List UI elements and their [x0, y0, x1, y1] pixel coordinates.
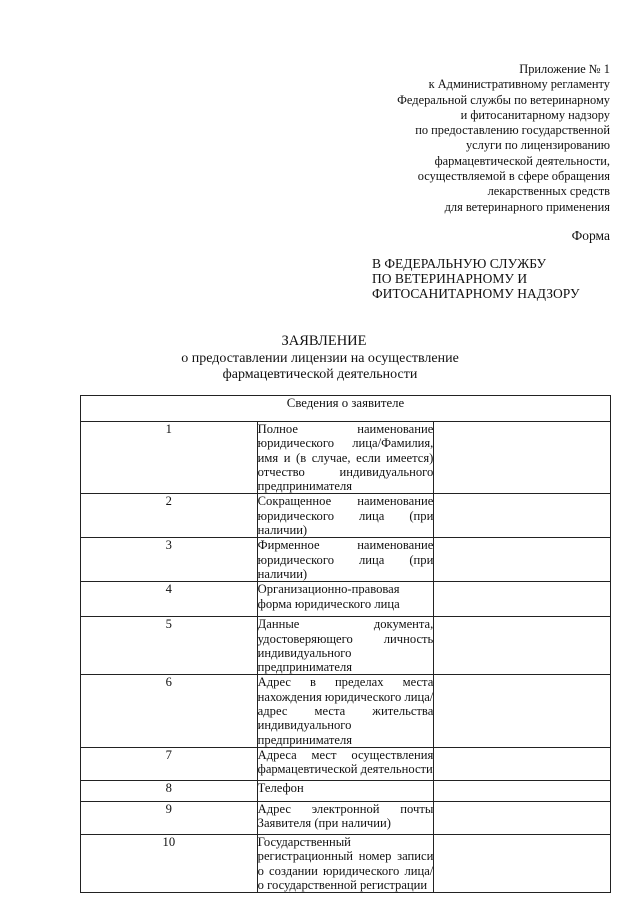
row-label: Фирменное наименование юридического лица (при наличии) — [257, 538, 434, 581]
document-title — [0, 333, 640, 384]
row-value-field[interactable] — [434, 494, 611, 538]
row-value-field[interactable] — [434, 780, 611, 801]
row-number: 3 — [81, 538, 258, 582]
addressee-line: ФИТОСАНИТАРНОМУ НАДЗОРУ — [372, 286, 580, 302]
table-row — [81, 834, 611, 892]
appendix-line: по предоставлению государственной — [415, 123, 610, 138]
table-row — [81, 538, 611, 582]
addressee-block — [372, 256, 622, 302]
appendix-line: и фитосанитарному надзору — [460, 107, 610, 122]
row-label: Адрес в пределах места нахождения юридического лица/адрес места жительства индивидуального предпринимателя — [257, 675, 434, 747]
row-number: 5 — [81, 617, 258, 675]
row-number: 2 — [81, 494, 258, 538]
table-row — [81, 780, 611, 801]
appendix-line: лекарственных средств — [487, 184, 610, 199]
row-number: 10 — [81, 834, 258, 892]
row-label: Данные документа, удостоверяющего личность индивидуального предпринимателя — [257, 617, 434, 675]
row-value-field[interactable] — [434, 538, 611, 582]
appendix-note — [350, 62, 610, 215]
row-label: Организационно-правовая форма юридического лица — [257, 582, 434, 617]
appendix-line: для ветеринарного применения — [444, 199, 610, 214]
row-label: Адреса мест осуществления фармацевтической деятельности — [257, 747, 434, 780]
row-number: 1 — [81, 422, 258, 494]
row-number: 8 — [81, 780, 258, 801]
row-value-field[interactable] — [434, 834, 611, 892]
row-value-field[interactable] — [434, 422, 611, 494]
table-row — [81, 494, 611, 538]
form-label: Форма — [571, 228, 610, 243]
row-label: Полное наименование юридического лица/Фамилия, имя и (в случае, если имеется) отчество индивидуального предпринимателя — [257, 422, 434, 494]
row-value-field[interactable] — [434, 675, 611, 747]
row-value-field[interactable] — [434, 617, 611, 675]
title-line-1: о предоставлении лицензии на осуществление — [181, 350, 459, 366]
row-label: Государственный регистрационный номер записи о создании юридического лица/о государственной регистрации — [257, 834, 434, 892]
title-line-2: фармацевтической деятельности — [222, 367, 418, 382]
row-value-field[interactable] — [434, 582, 611, 617]
table-row — [81, 675, 611, 747]
table-header: Сведения о заявителе — [81, 396, 611, 422]
addressee-line: ПО ВЕТЕРИНАРНОМУ И — [372, 271, 528, 287]
addressee-line: В ФЕДЕРАЛЬНУЮ СЛУЖБУ — [372, 256, 547, 271]
appendix-line: фармацевтической деятельности, — [434, 153, 610, 168]
row-number: 4 — [81, 582, 258, 617]
page-bottom-edge — [80, 893, 611, 905]
appendix-line: Федеральной службы по ветеринарному — [397, 92, 610, 107]
appendix-line: к Административному регламенту — [428, 77, 610, 92]
row-value-field[interactable] — [434, 747, 611, 780]
table-row — [81, 582, 611, 617]
row-number: 6 — [81, 675, 258, 747]
table-row — [81, 422, 611, 494]
row-label: Сокращенное наименование юридического лица (при наличии) — [257, 494, 434, 538]
appendix-line: услуги по лицензированию — [465, 138, 610, 153]
table-row — [81, 747, 611, 780]
table-row — [81, 617, 611, 675]
applicant-info-table — [80, 395, 611, 893]
row-number: 9 — [81, 801, 258, 834]
row-number: 7 — [81, 747, 258, 780]
title-main: ЗАЯВЛЕНИЕ — [281, 333, 367, 349]
appendix-line: Приложение № 1 — [519, 62, 610, 76]
row-label: Адрес электронной почты Заявителя (при наличии) — [257, 801, 434, 834]
appendix-line: осуществляемой в сфере обращения — [417, 169, 610, 184]
table-row — [81, 801, 611, 834]
row-label: Телефон — [257, 780, 434, 801]
row-value-field[interactable] — [434, 801, 611, 834]
